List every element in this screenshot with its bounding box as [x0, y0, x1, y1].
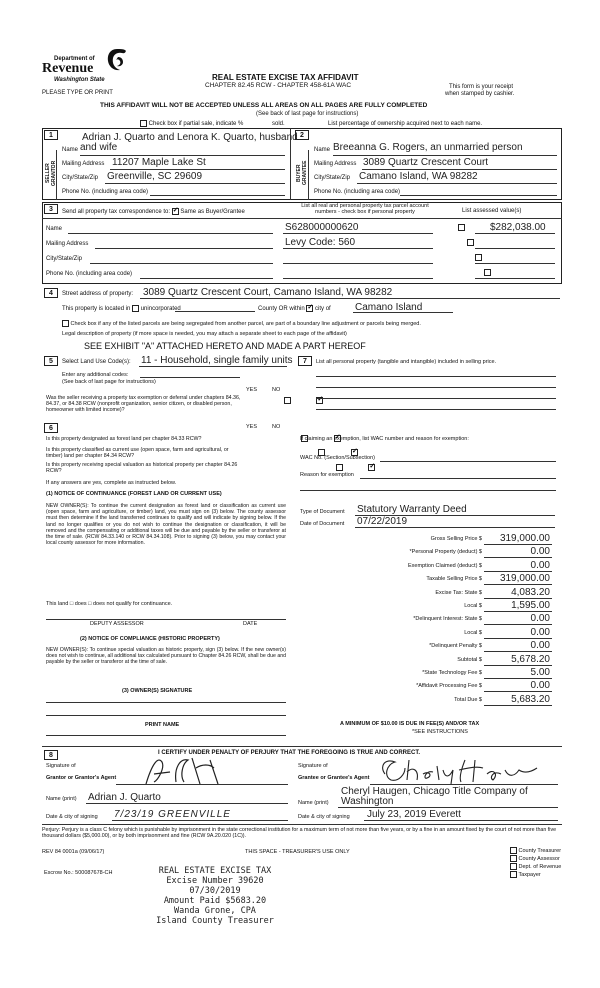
stamp-line-5: Wanda Grone, CPA	[174, 906, 256, 916]
forest-land-question: Is this property designated as forest land per chapter 84.33 RCW?	[46, 436, 202, 442]
amount-value[interactable]: 1,595.00	[511, 600, 550, 611]
washington-state: Washington State	[54, 77, 105, 83]
grantee-date-label: Date & city of signing	[298, 814, 350, 820]
street-address-value[interactable]: 3089 Quartz Crescent Court, Camano Island, WA 98282	[143, 287, 393, 298]
revenue-word: Revenue	[42, 61, 94, 76]
amount-line	[484, 678, 552, 679]
buyer-phone-label: Phone No. (including area code)	[314, 189, 401, 195]
stamp-line-2: Excise Number 39620	[166, 876, 264, 886]
grantor-sig-label: Signature of	[46, 763, 76, 769]
stamp-line-4: Amount Paid $5683.20	[163, 896, 267, 906]
tax-name-label: Name	[46, 226, 63, 232]
form-title: REAL ESTATE EXCISE TAX AFFIDAVIT	[212, 73, 359, 82]
print-note: PLEASE TYPE OR PRINT	[42, 90, 113, 96]
amount-label: *Delinquent Interest: State $	[413, 616, 482, 623]
assessed-header: List assessed value(s)	[462, 208, 522, 214]
street-address-label: Street address of property:	[62, 291, 134, 297]
form-chapter: CHAPTER 82.45 RCW - CHAPTER 458-61A WAC	[205, 82, 352, 89]
amount-label: Gross Selling Price $	[430, 536, 482, 542]
personal-line-3	[316, 398, 556, 399]
warning-subtext: (See back of last page for instructions)	[256, 111, 359, 117]
personal-line-2	[316, 387, 556, 388]
amount-value[interactable]: 319,000.00	[499, 573, 550, 585]
assessed-3-line	[475, 263, 555, 264]
buyer-mailing-line	[362, 169, 557, 170]
grantee-name-label: Name (print)	[298, 800, 329, 806]
deputy-date-label: DATE	[243, 621, 258, 627]
legal-description-note: Legal description of property (if more space is needed, you may attach a separate sheet to each page of the affidavit)	[62, 331, 347, 337]
grantee-sig-label: Signature of	[298, 763, 328, 769]
copy-dept-revenue: Dept. of Revenue	[510, 863, 561, 871]
section-8-number: 8	[44, 750, 58, 760]
send-correspondence-label: Send all property tax correspondence to:	[62, 209, 171, 216]
buyer-city-label: City/State/Zip	[314, 175, 351, 181]
amount-label: Exemption Claimed (deduct) $	[408, 562, 482, 569]
deputy-assessor-label: DEPUTY ASSESSOR	[90, 621, 144, 627]
grantor-date-label: Date & city of signing	[46, 814, 98, 820]
section8-bottom-line	[42, 824, 562, 825]
partial-sale-checkbox[interactable]	[140, 120, 147, 127]
parcel-1-checkbox[interactable]	[458, 224, 465, 231]
wac-label: WAC No. (Section/Subsection)	[300, 455, 375, 461]
seller-name-label: Name	[62, 147, 79, 153]
additional-codes-note: (See back of last page for instructions)	[62, 379, 156, 385]
historic-no-checkbox[interactable]	[368, 464, 375, 471]
parcel-2-line	[283, 248, 433, 249]
grantor-name-value[interactable]: Adrian J. Quarto	[88, 792, 161, 803]
exemption-claim-label: If claiming an exemption, list WAC number and reason for exemption:	[300, 436, 469, 442]
amount-line	[484, 651, 552, 652]
notice-continuance-title: (1) NOTICE OF CONTINUANCE (FOREST LAND OR CURRENT USE)	[46, 491, 222, 497]
city-of-line	[353, 312, 453, 313]
levy-code-value[interactable]: Levy Code: 560	[285, 237, 356, 248]
seller-mailing-line	[110, 169, 285, 170]
street-address-line	[140, 298, 560, 299]
city-of-checkbox[interactable]	[306, 305, 313, 312]
seller-name-line	[80, 155, 285, 156]
rev-form-number: REV 84 0001a (09/06/17)	[42, 849, 105, 855]
warning-text: THIS AFFIDAVIT WILL NOT BE ACCEPTED UNLESS ALL AREAS ON ALL PAGES ARE FULLY COMPLETED	[100, 102, 428, 109]
doc-date-label: Date of Document	[300, 521, 345, 527]
amount-line	[484, 598, 552, 599]
grantee-name-value-2[interactable]: Washington	[341, 796, 394, 807]
grantor-name-line	[86, 803, 288, 804]
parcel-1-value[interactable]: S628000000620	[285, 222, 359, 233]
seller-city-line	[105, 183, 285, 184]
copy-dept-revenue-checkbox[interactable]	[510, 863, 517, 870]
tax-mailing-line	[95, 248, 273, 249]
historic-question: Is this property receiving special valuation as historical property per chapter 84.26 RCW?	[46, 462, 238, 474]
print-name-label: PRINT NAME	[145, 722, 180, 728]
section3-header-line	[42, 218, 562, 219]
s6-no-header: NO	[272, 424, 281, 430]
list-pct-note: List percentage of ownership acquired next to each name.	[328, 121, 483, 127]
section-3-number: 3	[44, 204, 58, 214]
section-4-number: 4	[44, 288, 58, 298]
grantee-agent-label: Grantee or Grantee's Agent	[298, 775, 370, 781]
city-row	[258, 305, 331, 312]
copy-county-assessor-checkbox[interactable]	[510, 855, 517, 862]
amount-value[interactable]: 0.00	[530, 613, 550, 625]
amount-line	[484, 665, 552, 666]
grantor-name-label: Name (print)	[46, 796, 77, 802]
amount-label: Excise Tax: State $	[435, 589, 482, 596]
parcel-3-checkbox[interactable]	[475, 254, 482, 261]
amount-label: *State Technology Fee $	[422, 670, 482, 676]
buyer-mailing-value[interactable]: 3089 Quartz Crescent Court	[363, 157, 489, 168]
s5-yes-checkbox[interactable]	[284, 397, 291, 404]
reason-line-1	[360, 478, 556, 479]
send-correspondence-row	[62, 208, 245, 215]
amount-label: Taxable Selling Price $	[426, 576, 482, 583]
deputy-line	[46, 619, 286, 620]
section-5-number: 5	[44, 356, 58, 366]
grantor-signature	[140, 754, 250, 788]
perjury-statement: Perjury: Perjury is a class C felony which is punishable by imprisonment in the state correctional institution for a maximum term of not more than five years, or by a fine in an amount fixed by the court of not more than five thousand dollars ($5,000.00), or by both imprisonment and fine (RCW 9A.20.020 (1C)).	[42, 827, 557, 840]
seller-mailing-value[interactable]: 11207 Maple Lake St	[112, 157, 206, 168]
county-line	[175, 311, 255, 312]
segregated-row	[62, 320, 421, 327]
print-name-line-1	[46, 735, 286, 736]
amount-label: Local $	[464, 603, 482, 609]
grantor-sig-line	[116, 784, 288, 785]
tax-name-line	[68, 233, 273, 234]
notice-compliance-body: NEW OWNER(S): To continue special valuation as historic property, sign (3) below. If the new owner(s) does not wish to continue, all additional tax calculated pursuant to Chapter 84.26 RCW, shall be due and payable by the seller or transferor at the time of sale.	[46, 647, 286, 666]
buyer-city-value[interactable]: Camano Island, WA 98282	[359, 171, 478, 182]
stamp-line-1: REAL ESTATE EXCISE TAX	[158, 866, 272, 876]
buyer-name-value[interactable]: Breeanna G. Rogers, an unmarried person	[333, 142, 523, 153]
historic-yes-checkbox[interactable]	[336, 464, 343, 471]
certify-text: I CERTIFY UNDER PENALTY OF PERJURY THAT THE FOREGOING IS TRUE AND CORRECT.	[158, 750, 421, 756]
unincorporated-label: unincorporated	[140, 306, 181, 313]
grantee-signature	[375, 756, 545, 786]
doc-type-value[interactable]: Statutory Warranty Deed	[357, 504, 467, 515]
assessed-1-line	[475, 233, 555, 234]
escrow-number: Escrow No.: 500087678-CH	[44, 870, 113, 876]
s5-yes-header: YES	[246, 387, 258, 393]
reason-line-2	[300, 490, 556, 491]
section-2-number: 2	[295, 130, 309, 140]
land-use-value[interactable]: 11 - Household, single family units	[141, 355, 293, 366]
stamp-line-6: Island County Treasurer	[156, 916, 274, 926]
amount-value[interactable]: 0.00	[530, 640, 550, 652]
doc-type-label: Type of Document	[300, 509, 345, 515]
copy-county-assessor: County Assessor	[510, 855, 561, 863]
wac-line	[380, 461, 556, 462]
receipt-note-2: when stamped by cashier.	[445, 91, 515, 97]
location-row	[62, 305, 181, 312]
reason-label: Reason for exemption	[300, 472, 354, 478]
personal-line-1	[316, 376, 556, 377]
assessed-2-line	[475, 248, 555, 249]
buyer-side-divider	[308, 150, 309, 200]
tax-city-label: City/State/Zip	[46, 256, 83, 262]
grantee-name-value-1[interactable]: Cheryl Haugen, Chicago Title Company of	[341, 786, 528, 797]
amount-label: *Personal Property (deduct) $	[409, 549, 482, 556]
seller-city-value[interactable]: Greenville, SC 29609	[107, 171, 203, 182]
section8-top-line	[42, 746, 562, 747]
owner-signature-label: (3) OWNER(S) SIGNATURE	[122, 688, 193, 694]
copy-taxpayer-checkbox[interactable]	[510, 871, 517, 878]
s5-no-header: NO	[272, 387, 281, 393]
partial-sale-row	[140, 120, 243, 127]
s6-yes-header: YES	[246, 424, 258, 430]
qualify-text: This land □ does □ does not qualify for continuance.	[46, 601, 173, 607]
seller-side-label: SELLER GRANTOR	[45, 160, 57, 186]
section-1-number: 1	[44, 130, 58, 140]
buyer-mailing-label: Mailing Address	[314, 161, 357, 167]
amount-line	[484, 624, 552, 625]
notice-compliance-title: (2) NOTICE OF COMPLIANCE (HISTORIC PROPERTY)	[80, 636, 220, 642]
copy-distribution	[510, 847, 561, 879]
stamp-line-3: 07/30/2019	[189, 886, 241, 896]
segregated-note: Check box if any of the listed parcels are being segregated from another parcel, are part of a boundary line adjustment or parcels being merged.	[70, 320, 421, 327]
amount-label: *Affidavit Processing Fee $	[416, 683, 482, 690]
doc-date-value[interactable]: 07/22/2019	[357, 516, 408, 527]
owner-sig-line-2	[46, 715, 286, 716]
unincorporated-checkbox[interactable]	[132, 305, 139, 312]
same-as-buyer-label: Same as Buyer/Grantee	[180, 209, 245, 216]
grantor-date-line	[112, 820, 288, 821]
land-use-line	[139, 366, 287, 367]
same-as-buyer-checkbox[interactable]	[172, 208, 179, 215]
additional-codes-line	[140, 377, 240, 378]
buyer-side-label: BUYER GRANTEE	[296, 160, 308, 186]
owner-sig-line-1	[46, 702, 286, 703]
additional-codes-label: Enter any additional codes:	[62, 372, 129, 378]
amount-line	[484, 584, 552, 585]
tax-mailing-label: Mailing Address	[46, 241, 89, 247]
seller-mailing-label: Mailing Address	[62, 161, 105, 167]
buyer-name-label: Name	[314, 147, 331, 153]
assessed-1-value[interactable]: $282,038.00	[490, 222, 546, 233]
personal-line-4	[316, 409, 556, 410]
city-of-value[interactable]: Camano Island	[355, 302, 423, 313]
grantor-agent-label: Grantor or Grantor's Agent	[46, 775, 117, 781]
amount-value[interactable]: 5.00	[530, 667, 550, 678]
city-of-label: city of	[315, 306, 331, 313]
amount-line	[484, 544, 552, 545]
parcel-4-checkbox[interactable]	[484, 269, 491, 276]
treasurer-use-label: THIS SPACE - TREASURER'S USE ONLY	[245, 849, 350, 855]
county-or-within-label: County OR within	[258, 306, 305, 313]
copy-taxpayer: Taxpayer	[510, 871, 561, 879]
amount-line	[484, 557, 552, 558]
located-label: This property is located in	[62, 306, 131, 313]
amount-label: Subtotal $	[457, 656, 482, 663]
parcel-3-line	[283, 263, 433, 264]
grantor-date-value[interactable]: 7/23/19 GREENVILLE	[114, 809, 231, 820]
seller-phone-label: Phone No. (including area code)	[62, 189, 149, 195]
amount-value[interactable]: 4,083.20	[511, 586, 550, 598]
notice-continuance-body: NEW OWNER(S): To continue the current designation as forest land or classification as current use (open space, farm and agriculture, or timber) land, you must sign on (3) below. The county assessor must then determine if the land transferred continues to qualify and will indicate by signing below. If the land no longer qualifies or you do not wish to continue the designation or classification, it will be removed and the compensating or additional taxes will be due and payable by the seller or transferor at the time of sale. (RCW 84.33.140 or RCW 84.34.108). Prior to signing (3) below, you may contact your local county assessor for more information.	[46, 503, 286, 547]
partial-sale-label: Check box if partial sale, indicate %	[148, 121, 244, 128]
parcel-1-line	[283, 233, 433, 234]
buyer-name-line	[333, 155, 557, 156]
grantee-name-line	[338, 807, 558, 808]
see-instructions-note: *SEE INSTRUCTIONS	[412, 729, 468, 735]
receipt-note-1: This form is your receipt	[449, 84, 514, 90]
amount-value[interactable]: 5,678.20	[511, 653, 550, 665]
tax-phone-line	[140, 278, 273, 279]
buyer-city-line	[357, 183, 557, 184]
amount-value[interactable]: 0.00	[530, 546, 550, 558]
amount-label: Total Due $	[454, 696, 482, 703]
parcel-header: List all real and personal property tax parcel account numbers - check box if personal property	[301, 203, 429, 215]
amount-label: Local $	[464, 629, 482, 636]
exhibit-text: SEE EXHIBIT "A" ATTACHED HERETO AND MADE A PART HEREOF	[84, 341, 366, 351]
seller-name-value-1: Adrian J. Quarto and Lenora K. Quarto, husband	[82, 132, 298, 143]
section-6-number: 6	[44, 423, 58, 433]
current-use-question: Is this property classified as current use (open space, farm and agricultural, or timber) land per chapter 84.34 RCW?	[46, 447, 229, 459]
grantee-date-value[interactable]: July 23, 2019 Everett	[367, 809, 461, 820]
land-use-label: Select Land Use Code(s):	[62, 359, 131, 365]
seller-city-label: City/State/Zip	[62, 175, 99, 181]
personal-property-label: List all personal property (tangible and intangible) included in selling price.	[316, 359, 497, 365]
tax-city-line	[90, 263, 273, 264]
amount-value[interactable]: 0.00	[530, 680, 550, 692]
if-yes-note: If any answers are yes, complete as instructed below.	[46, 480, 177, 486]
dor-logo-icon	[106, 48, 128, 74]
doc-date-line	[355, 527, 555, 528]
amount-line	[484, 611, 552, 612]
segregated-checkbox[interactable]	[62, 320, 69, 327]
amount-line	[484, 571, 552, 572]
parcel-4-line	[283, 278, 433, 279]
copy-county-treasurer: County Treasurer	[510, 847, 561, 855]
amount-value[interactable]: 5,683.20	[511, 693, 550, 705]
amount-value[interactable]: 0.00	[530, 626, 550, 638]
treasurer-stamp	[140, 866, 290, 926]
sold-label: sold.	[272, 121, 285, 127]
buyer-phone-line	[400, 195, 557, 196]
seller-phone-line	[150, 195, 285, 196]
dor-logo	[40, 48, 130, 88]
tax-phone-label: Phone No. (including area code)	[46, 271, 133, 277]
amount-value[interactable]: 0.00	[530, 559, 550, 571]
grantee-sig-line	[370, 784, 558, 785]
amount-line	[484, 705, 552, 706]
grantee-date-line	[364, 820, 558, 821]
amount-value[interactable]: 319,000.00	[499, 533, 550, 544]
amount-label: *Delinquent Penalty $	[429, 643, 482, 650]
exemption-question: Was the seller receiving a property tax exemption or deferral under chapters 84.36, 84.37, or 84.38 RCW (nonprofit organization, senior citizen, or disabled person, homeowner with limited income)?	[46, 395, 241, 413]
parcel-2-checkbox[interactable]	[467, 239, 474, 246]
minimum-fee-note: A MINIMUM OF $10.00 IS DUE IN FEE(S) AND/OR TAX	[340, 721, 480, 727]
copy-county-treasurer-checkbox[interactable]	[510, 847, 517, 854]
dept-of: Department of	[54, 56, 95, 62]
seller-side-divider	[56, 150, 57, 200]
assessed-4-line	[475, 278, 555, 279]
amount-line	[484, 691, 552, 692]
amount-line	[484, 638, 552, 639]
section-7-number: 7	[298, 356, 312, 366]
seller-name-value-2: and wife	[80, 142, 118, 153]
